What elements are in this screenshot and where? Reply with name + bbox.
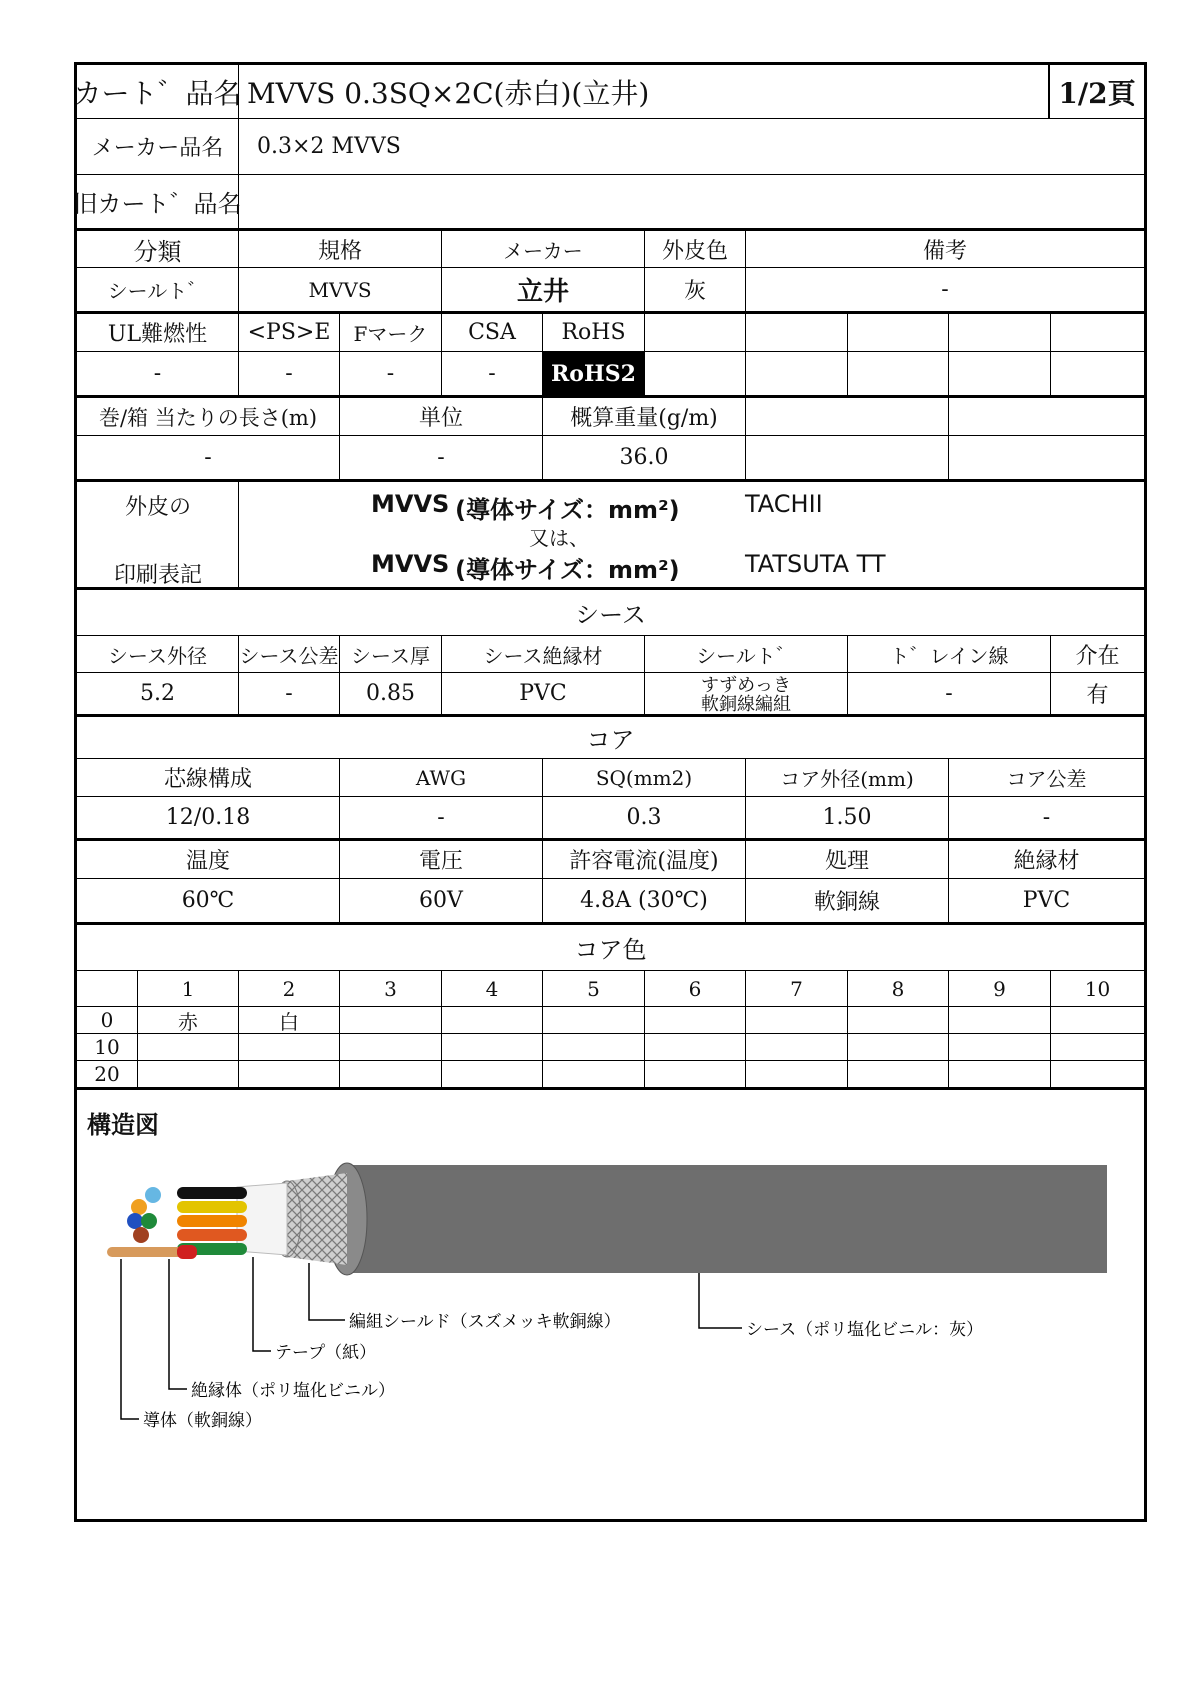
sheath-title: シース (575, 601, 646, 629)
sheath-tol-value: - (239, 673, 340, 714)
card-name-label: カート゛品名 (77, 65, 239, 118)
sheath-header-row (77, 636, 1144, 673)
print-marking-label-cell (77, 482, 239, 587)
awg-header: AWG (340, 759, 543, 796)
sheath-material-header: シース絶縁材 (442, 636, 645, 672)
core-orange (177, 1215, 247, 1227)
strand-header: 芯線構成 (77, 759, 340, 796)
standard-value: MVVS (239, 268, 442, 311)
spec-sheet (74, 62, 1147, 1522)
length-value: - (77, 436, 340, 479)
treatment-value: 軟銅線 (746, 879, 949, 922)
shield-value (645, 673, 848, 714)
weight-header: 概算重量(g/m) (543, 398, 746, 435)
card-name-row (73, 65, 1144, 119)
cable-structure-diagram (77, 1095, 1144, 1515)
core-color-row-label: 10 (77, 1034, 138, 1060)
voltage-value: 60V (340, 879, 543, 922)
f-mark-header: Fマーク (340, 314, 442, 351)
remarks-value: - (941, 277, 949, 302)
print-line1-type: MVVS (371, 490, 450, 518)
maker-value: 立井 (442, 268, 645, 311)
rohs-header: RoHS (543, 314, 645, 351)
tape-label: テープ（紙） (275, 1343, 377, 1363)
print-line1-maker: TACHII (745, 490, 823, 518)
sheath-color-value: 灰 (645, 268, 746, 311)
core-color-row-10 (77, 1034, 1144, 1061)
braid-label: 編組シールド（スズメッキ軟銅線） (349, 1312, 621, 1332)
core-color-col-7: 7 (746, 971, 848, 1006)
card-name-value: MVVS 0.3SQ×2C(赤白)(立井) (239, 65, 1049, 118)
core-color-cell: 白 (239, 1007, 340, 1033)
insulation-header: 絶縁材 (1013, 849, 1080, 874)
csa-value: - (442, 352, 543, 395)
old-card-name-row (73, 175, 1144, 231)
remarks-header: 備考 (922, 238, 967, 264)
core-title: コア (586, 726, 635, 754)
voltage-header: 電圧 (340, 841, 543, 878)
core-color-col-10: 10 (1084, 976, 1111, 1001)
current-header: 許容電流(温度) (543, 841, 746, 878)
core-color-col-5: 5 (543, 971, 645, 1006)
packing-value-row (77, 436, 1144, 482)
core-color-title-row (77, 925, 1144, 971)
print-line2-type: MVVS (371, 550, 450, 578)
shield-value-line1: すずめっき (701, 675, 791, 696)
core-color-title: コア色 (574, 936, 647, 964)
sheath-title-row (77, 590, 1144, 636)
treatment-header: 処理 (746, 841, 949, 878)
core-color-col-6: 6 (645, 971, 746, 1006)
strand-value: 12/0.18 (77, 797, 340, 838)
core-title-row (77, 717, 1144, 759)
core-color-col-9: 9 (949, 971, 1051, 1006)
temperature-value: 60℃ (77, 879, 340, 922)
standards-header-row (77, 314, 1144, 352)
pse-value: - (239, 352, 340, 395)
old-card-name-value (239, 175, 1144, 228)
length-header: 巻/箱 当たりの長さ(m) (77, 398, 340, 435)
print-line2-size: (導体サイズ：mm²) (455, 556, 680, 584)
unit-value: - (340, 436, 543, 479)
pse-header: <PS>E (239, 314, 340, 351)
print-label-top: 外皮の (124, 495, 191, 520)
page-number: 1/2頁 (1049, 65, 1144, 118)
sheath-material-value: PVC (442, 673, 645, 714)
core-color-col-4: 4 (442, 971, 543, 1006)
structure-title: 構造図 (87, 1111, 159, 1139)
shield-value-line2: 軟銅線編組 (701, 694, 791, 715)
core-color-cell: 赤 (138, 1007, 239, 1033)
core-orange-red (177, 1229, 247, 1241)
filler-header: 介在 (1075, 643, 1120, 669)
core-color-header-row (77, 971, 1144, 1007)
core-color-col-3: 3 (340, 971, 442, 1006)
core-color-row-label: 20 (77, 1061, 138, 1087)
core-color-col-2: 2 (239, 971, 340, 1006)
sheath-label: シース（ポリ塩化ビニル：灰） (746, 1320, 984, 1340)
insulation-label: 絶縁体（ポリ塩化ビニル） (191, 1381, 395, 1401)
conductor (107, 1247, 183, 1257)
sheath-color-header: 外皮色 (645, 231, 746, 267)
core-od-value: 1.50 (746, 797, 949, 838)
sheath-thickness-value: 0.85 (340, 673, 442, 714)
classification-header-row (77, 231, 1144, 268)
sq-value: 0.3 (543, 797, 746, 838)
ul-header: UL難燃性 (77, 314, 239, 351)
filler-value: 有 (1086, 683, 1109, 708)
csa-header: CSA (442, 314, 543, 351)
sheath-tol-header: シース公差 (239, 636, 340, 672)
core-black (177, 1187, 247, 1199)
maker-name-label: メーカー品名 (77, 119, 239, 174)
standards-value-row (77, 352, 1144, 398)
core-color-row-0 (77, 1007, 1144, 1034)
print-label-bottom: 印刷表記 (113, 563, 202, 588)
standard-header: 規格 (239, 231, 442, 267)
drain-header: ト゛レイン線 (848, 636, 1051, 672)
shield-header: シールト゛ (645, 636, 848, 672)
classification-header: 分類 (77, 231, 239, 267)
f-mark-value: - (340, 352, 442, 395)
print-or-text: 又は、 (529, 526, 589, 550)
current-value: 4.8A (30℃) (543, 879, 746, 922)
core-tol-header: コア公差 (1006, 767, 1087, 791)
core-header-row-1 (77, 759, 1144, 797)
rohs2-badge: RoHS2 (543, 352, 645, 395)
packing-header-row (77, 398, 1144, 436)
print-marking-text (239, 482, 1144, 587)
print-line2-maker: TATSUTA TT (745, 550, 886, 578)
core-yellow (177, 1201, 247, 1213)
sheath-body (347, 1165, 1107, 1273)
core-color-row-label: 0 (77, 1007, 138, 1033)
drain-value: - (848, 673, 1051, 714)
classification-value-row (77, 268, 1144, 314)
old-card-name-label: 旧カート゛品名 (77, 175, 239, 228)
core-value-row-1 (77, 797, 1144, 841)
conductor-label: 導体（軟銅線） (143, 1411, 262, 1431)
core-tol-value: - (1042, 805, 1051, 830)
core-color-col-8: 8 (848, 971, 949, 1006)
unit-header: 単位 (340, 398, 543, 435)
maker-name-value: 0.3×2 MVVS (257, 134, 401, 159)
classification-value: シールト゛ (77, 268, 239, 311)
sheath-od-value: 5.2 (77, 673, 239, 714)
print-marking-row (77, 482, 1144, 590)
maker-name-row (77, 119, 1144, 175)
core-color-col-1: 1 (138, 971, 239, 1006)
sheath-thickness-header: シース厚 (340, 636, 442, 672)
sheath-value-row (77, 673, 1144, 717)
core-header-row-2 (77, 841, 1144, 879)
core-color-row-20 (77, 1061, 1144, 1090)
weight-value: 36.0 (543, 436, 746, 479)
ul-value: - (77, 352, 239, 395)
core-value-row-2 (77, 879, 1144, 925)
temperature-header: 温度 (77, 841, 340, 878)
sq-header: SQ(mm2) (543, 759, 746, 796)
insulation-value: PVC (1022, 888, 1071, 913)
print-line1-size: (導体サイズ：mm²) (455, 496, 680, 524)
maker-header: メーカー (442, 231, 645, 267)
sheath-od-header: シース外径 (77, 636, 239, 672)
core-od-header: コア外径(mm) (746, 759, 949, 796)
awg-value: - (340, 797, 543, 838)
